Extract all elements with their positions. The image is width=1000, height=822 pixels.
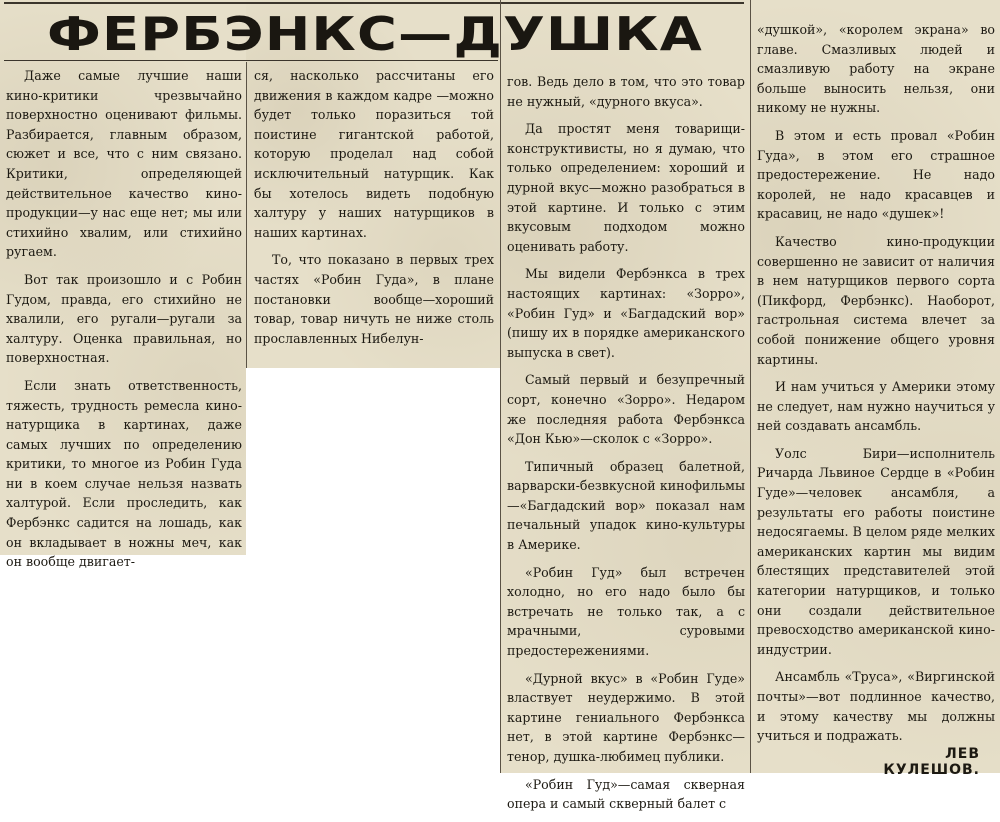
paragraph: В этом и есть провал «Робин Гуда», в этом его страшное предостережение. Не надо королей, не надо красавцев и красавиц, не надо «душек»! <box>757 127 995 222</box>
paragraph: Да простят меня товарищи-конструктивисты, но я думаю, что только определением: хороший и дурной вкус—можно разобраться в этой картине. И только с этим вкусовым подходом можно оценивать работу. <box>507 121 745 254</box>
top-rule <box>4 2 744 4</box>
column-rule-1 <box>246 62 247 368</box>
paragraph: ся, насколько рассчитаны его движения в каждом кадре —можно будет только поразиться той поистине гигантской работой, которую проделал над собой исключительный натурщик. Как бы хотелось видеть подобную халтуру у наших натурщиков в наших картинах. <box>254 68 494 240</box>
article-headline: ФЕРБЭНКС—ДУШКА <box>47 7 703 61</box>
paragraph: То, что показано в первых трех частях «Робин Гуда», в плане постановки вообще—хороший товар, товар ничуть не ниже столь прославленных Нибелун- <box>254 252 494 346</box>
paragraph: Уолс Бири—исполнитель Ричарда Львиное Сердце в «Робин Гуде»—человек ансамбля, а результаты его работы поистине недосягаемы. В целом ряде мелких американских картин мы видим блестящих представителей этой категории натурщиков, и только они создали действительное превосходство американской кино-индустрии. <box>757 445 995 657</box>
paragraph: Качество кино-продукции совершенно не зависит от наличия в нем натурщиков первого сорта (Пикфорд, Фербэнкс). Наоборот, гастрольная система влечет за собой понижение общего уровня картины. <box>757 233 995 367</box>
paragraph: «Робин Гуд» был встречен холодно, но его надо было бы встречать не только так, а с мрачными, суровыми предостережениями. <box>507 564 745 659</box>
column-rule-3 <box>750 0 751 773</box>
paragraph: И нам учиться у Америки этому не следует, нам нужно научиться у ней создавать ансамбль. <box>757 379 995 434</box>
paragraph: Ансамбль «Труса», «Виргинской почты»—вот подлинное качество, и этому качеству мы должны учиться и подражать. <box>757 669 995 744</box>
paragraph: Даже самые лучшие наши кино-критики чрезвычайно поверхностно оценивают фильмы. Разбирается, главным образом, сюжет и все, что с ним связано. Критики, определяющей действительное качество кино-продукции—у нас еще нет; мы или стихийно хвалим, или стихийно ругаем. <box>6 68 242 260</box>
paragraph: «душкой», «королем экрана» во главе. Смазливых людей и смазливую работу на экране больше выносить нельзя, они никому не нужны. <box>757 22 995 116</box>
paragraph: Вот так произошло и с Робин Гудом, правда, его стихийно не хвалили, его ругали—ругали за халтуру. Оценка правильная, но поверхностная. <box>6 271 242 366</box>
article-column-1 <box>6 66 242 580</box>
author-signature: ЛЕВ КУЛЕШОВ. <box>883 746 980 778</box>
article-column-2 <box>254 66 494 356</box>
paragraph: Типичный образец балетной, варварски-безвкусной кинофильмы—«Багдадский вор» показал нам печальный упадок кино-культуры в Америке. <box>507 458 745 553</box>
article-column-4 <box>757 20 995 754</box>
column-rule-2 <box>500 0 501 773</box>
paragraph: Если знать ответственность, тяжесть, трудность ремесла кино-натурщика в картинах, даже самых лучших по определению критики, то многое из Робин Гуда ни в коем случае нельзя назвать халтурой. Если проследить, как Фербэнкс садится на лошадь, как он вкладывает в ножны меч, как он вообще двигает- <box>6 377 242 570</box>
paragraph: гов. Ведь дело в том, что это товар не нужный, «дурного вкуса». <box>507 74 745 109</box>
paragraph: Самый первый и безупречный сорт, конечно «Зорро». Недаром же последняя работа Фербэнкса «Дон Кью»—сколок с «Зорро». <box>507 372 745 447</box>
paragraph: «Робин Гуд»—самая скверная опера и самый скверный балет с <box>507 776 745 812</box>
article-column-3 <box>507 72 745 822</box>
paragraph: Мы видели Фербэнкса в трех настоящих картинах: «Зорро», «Робин Гуд» и «Багдадский вор» (пишу их в порядке американского выпуска в свет). <box>507 266 745 360</box>
paragraph: «Дурной вкус» в «Робин Гуде» властвует неудержимо. В этой картине гениального Фербэнкса нет, в этой картине Фербэнкс—тенор, душка-любимец публики. <box>507 670 745 764</box>
